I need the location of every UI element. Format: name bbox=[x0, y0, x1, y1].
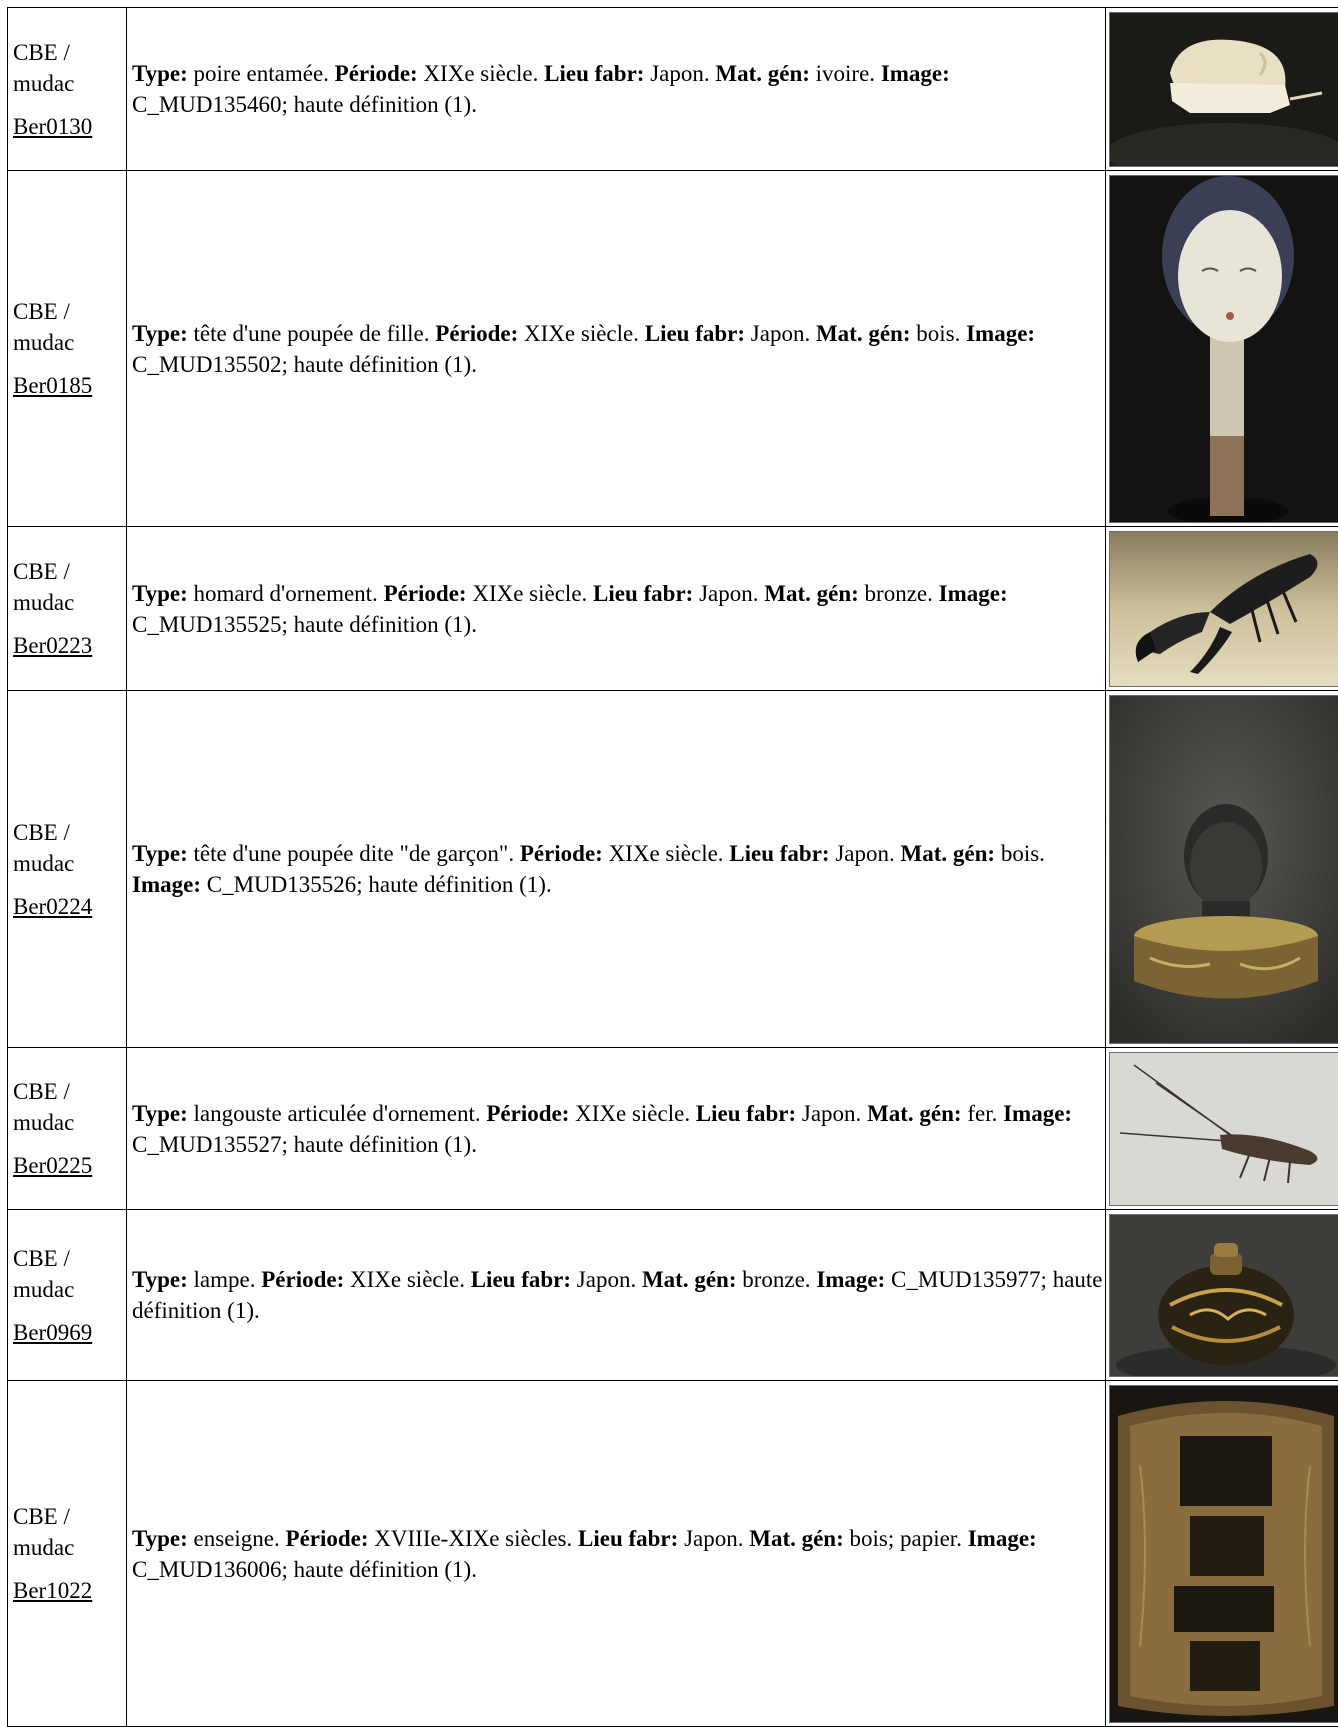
lieu-label: Lieu fabr: bbox=[544, 61, 644, 86]
id-cell bbox=[8, 691, 127, 1048]
image-value: C_MUD135527; haute définition (1). bbox=[132, 1132, 477, 1157]
mat-value: bois. bbox=[1001, 841, 1045, 866]
record-link[interactable]: Ber0225 bbox=[13, 1150, 126, 1181]
org-label: CBE / bbox=[13, 37, 126, 68]
image-label: Image: bbox=[968, 1526, 1037, 1551]
boy-doll-head-thumbnail[interactable] bbox=[1109, 695, 1338, 1044]
mat-value: bois; papier. bbox=[850, 1526, 962, 1551]
museum-label: mudac bbox=[13, 1274, 126, 1305]
bronze-lamp-thumbnail[interactable] bbox=[1109, 1214, 1338, 1377]
thumbnail-cell bbox=[1106, 8, 1338, 171]
iron-crayfish-thumbnail[interactable] bbox=[1109, 1052, 1338, 1206]
mat-label: Mat. gén: bbox=[816, 321, 911, 346]
museum-label: mudac bbox=[13, 327, 126, 358]
mat-value: fer. bbox=[967, 1101, 997, 1126]
mat-value: bronze. bbox=[742, 1267, 810, 1292]
id-cell bbox=[8, 1210, 127, 1381]
table-row bbox=[8, 171, 1338, 527]
type-label: Type: bbox=[132, 841, 188, 866]
org-label: CBE / bbox=[13, 556, 126, 587]
table-row bbox=[8, 8, 1338, 171]
image-label: Image: bbox=[939, 581, 1008, 606]
periode-label: Période: bbox=[520, 841, 603, 866]
museum-label: mudac bbox=[13, 587, 126, 618]
periode-label: Période: bbox=[486, 1101, 569, 1126]
lieu-value: Japon. bbox=[684, 1526, 743, 1551]
periode-value: XIXe siècle. bbox=[472, 581, 587, 606]
image-value: C_MUD135526; haute définition (1). bbox=[207, 872, 552, 897]
thumbnail-cell bbox=[1106, 171, 1338, 527]
mat-label: Mat. gén: bbox=[867, 1101, 962, 1126]
table-row bbox=[8, 527, 1338, 691]
periode-value: XIXe siècle. bbox=[524, 321, 639, 346]
lieu-label: Lieu fabr: bbox=[729, 841, 829, 866]
description-cell bbox=[127, 527, 1106, 691]
museum-label: mudac bbox=[13, 848, 126, 879]
periode-label: Période: bbox=[435, 321, 518, 346]
description-cell bbox=[127, 8, 1106, 171]
org-label: CBE / bbox=[13, 817, 126, 848]
type-value: enseigne. bbox=[194, 1526, 280, 1551]
type-value: tête d'une poupée de fille. bbox=[194, 321, 430, 346]
description-cell bbox=[127, 171, 1106, 527]
catalog-table bbox=[7, 7, 1338, 1727]
periode-value: XIXe siècle. bbox=[575, 1101, 690, 1126]
mat-label: Mat. gén: bbox=[764, 581, 859, 606]
thumbnail-cell bbox=[1106, 527, 1338, 691]
periode-label: Période: bbox=[286, 1526, 369, 1551]
id-cell bbox=[8, 8, 127, 171]
type-value: tête d'une poupée dite "de garçon". bbox=[194, 841, 515, 866]
description-cell bbox=[127, 691, 1106, 1048]
org-label: CBE / bbox=[13, 1501, 126, 1532]
table-row bbox=[8, 691, 1338, 1048]
doll-head-thumbnail[interactable] bbox=[1109, 175, 1338, 523]
bronze-lobster-thumbnail[interactable] bbox=[1109, 531, 1338, 687]
image-label: Image: bbox=[966, 321, 1035, 346]
periode-label: Période: bbox=[261, 1267, 344, 1292]
record-link[interactable]: Ber0130 bbox=[13, 111, 126, 142]
image-label: Image: bbox=[1003, 1101, 1072, 1126]
id-cell bbox=[8, 527, 127, 691]
lieu-value: Japon. bbox=[650, 61, 709, 86]
wooden-sign-thumbnail[interactable] bbox=[1109, 1385, 1338, 1723]
mat-value: bronze. bbox=[865, 581, 933, 606]
org-label: CBE / bbox=[13, 1243, 126, 1274]
record-link[interactable]: Ber0224 bbox=[13, 891, 126, 922]
record-link[interactable]: Ber0223 bbox=[13, 630, 126, 661]
museum-label: mudac bbox=[13, 1532, 126, 1563]
type-value: poire entamée. bbox=[194, 61, 329, 86]
record-link[interactable]: Ber0969 bbox=[13, 1317, 126, 1348]
type-label: Type: bbox=[132, 581, 188, 606]
table-row bbox=[8, 1210, 1338, 1381]
id-cell bbox=[8, 1048, 127, 1210]
image-value: C_MUD135460; haute définition (1). bbox=[132, 92, 477, 117]
type-value: homard d'ornement. bbox=[194, 581, 378, 606]
thumbnail-cell bbox=[1106, 691, 1338, 1048]
type-label: Type: bbox=[132, 1267, 188, 1292]
mat-label: Mat. gén: bbox=[901, 841, 996, 866]
lieu-label: Lieu fabr: bbox=[645, 321, 745, 346]
type-label: Type: bbox=[132, 321, 188, 346]
periode-value: XIXe siècle. bbox=[350, 1267, 465, 1292]
lieu-value: Japon. bbox=[835, 841, 894, 866]
image-label: Image: bbox=[816, 1267, 885, 1292]
ivory-pear-thumbnail[interactable] bbox=[1109, 12, 1338, 167]
description-cell bbox=[127, 1210, 1106, 1381]
thumbnail-cell bbox=[1106, 1210, 1338, 1381]
org-label: CBE / bbox=[13, 1076, 126, 1107]
org-label: CBE / bbox=[13, 296, 126, 327]
type-value: langouste articulée d'ornement. bbox=[194, 1101, 481, 1126]
periode-value: XIXe siècle. bbox=[609, 841, 724, 866]
mat-value: ivoire. bbox=[816, 61, 875, 86]
mat-label: Mat. gén: bbox=[715, 61, 810, 86]
image-label: Image: bbox=[881, 61, 950, 86]
thumbnail-cell bbox=[1106, 1381, 1338, 1727]
lieu-label: Lieu fabr: bbox=[696, 1101, 796, 1126]
table-row bbox=[8, 1381, 1338, 1727]
periode-value: XVIIIe-XIXe siècles. bbox=[374, 1526, 572, 1551]
lieu-label: Lieu fabr: bbox=[471, 1267, 571, 1292]
type-label: Type: bbox=[132, 61, 188, 86]
lieu-label: Lieu fabr: bbox=[593, 581, 693, 606]
periode-label: Période: bbox=[384, 581, 467, 606]
image-value: C_MUD136006; haute définition (1). bbox=[132, 1557, 477, 1582]
id-cell bbox=[8, 1381, 127, 1727]
record-link[interactable]: Ber1022 bbox=[13, 1575, 126, 1606]
lieu-value: Japon. bbox=[802, 1101, 861, 1126]
museum-label: mudac bbox=[13, 1107, 126, 1138]
image-value: C_MUD135525; haute définition (1). bbox=[132, 612, 477, 637]
lieu-value: Japon. bbox=[751, 321, 810, 346]
mat-label: Mat. gén: bbox=[749, 1526, 844, 1551]
mat-label: Mat. gén: bbox=[642, 1267, 737, 1292]
periode-label: Période: bbox=[335, 61, 418, 86]
thumbnail-cell bbox=[1106, 1048, 1338, 1210]
lieu-value: Japon. bbox=[699, 581, 758, 606]
type-label: Type: bbox=[132, 1526, 188, 1551]
table-row bbox=[8, 1048, 1338, 1210]
type-value: lampe. bbox=[194, 1267, 256, 1292]
museum-label: mudac bbox=[13, 68, 126, 99]
record-link[interactable]: Ber0185 bbox=[13, 370, 126, 401]
image-label: Image: bbox=[132, 872, 201, 897]
type-label: Type: bbox=[132, 1101, 188, 1126]
description-cell bbox=[127, 1381, 1106, 1727]
lieu-label: Lieu fabr: bbox=[578, 1526, 678, 1551]
id-cell bbox=[8, 171, 127, 527]
image-value: C_MUD135977; haute définition (1). bbox=[132, 1267, 1103, 1323]
image-value: C_MUD135502; haute définition (1). bbox=[132, 352, 477, 377]
periode-value: XIXe siècle. bbox=[423, 61, 538, 86]
description-cell bbox=[127, 1048, 1106, 1210]
mat-value: bois. bbox=[916, 321, 960, 346]
lieu-value: Japon. bbox=[577, 1267, 636, 1292]
